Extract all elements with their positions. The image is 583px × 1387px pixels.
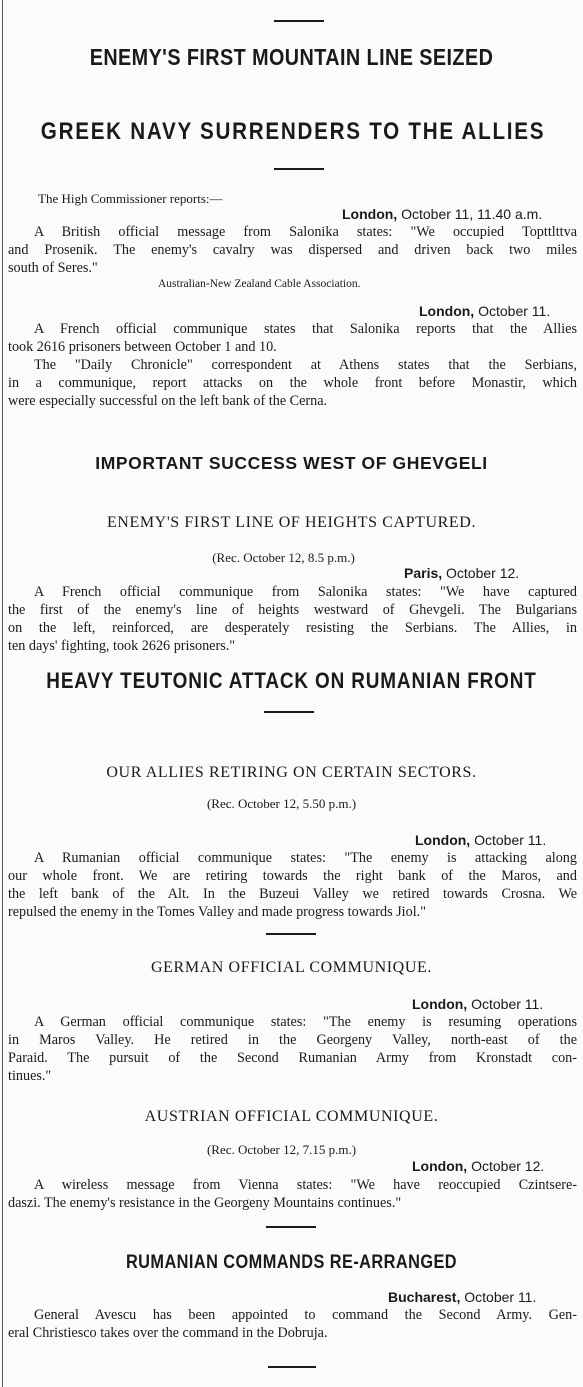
text-line: the left bank of the Alt. In the Buzeui Valley we retired towards Crosna. We	[8, 886, 577, 902]
dateline	[388, 1289, 536, 1305]
dateline	[342, 206, 542, 222]
divider-rule	[274, 168, 324, 170]
text-line: took 2616 prisoners between October 1 and 10.	[8, 339, 277, 355]
received-note: (Rec. October 12, 7.15 p.m.)	[206, 1142, 357, 1157]
dateline-date: October 11.	[471, 996, 544, 1012]
text-line: ten days' fighting, took 2626 prisoners."	[8, 638, 236, 654]
column-border	[2, 0, 3, 1387]
dateline-place: Paris,	[404, 565, 443, 581]
divider-rule	[266, 933, 316, 935]
cable-credit: Australian-New Zealand Cable Association.	[158, 278, 361, 290]
text-line: A Rumanian official communique states: "The enemy is attacking along	[34, 850, 577, 866]
dateline-place: London,	[412, 1158, 468, 1174]
dateline	[419, 303, 550, 319]
divider-rule	[274, 20, 324, 22]
text-line: in a communique, report attacks on the whole front before Monastir, which	[8, 375, 577, 391]
subhead-german-communique: GERMAN OFFICIAL COMMUNIQUE.	[151, 959, 432, 976]
dateline-date: October 11.	[474, 832, 547, 848]
divider-rule	[266, 1226, 316, 1228]
headline-ghevgeli: IMPORTANT SUCCESS WEST OF GHEVGELI	[95, 453, 488, 473]
text-line: A wireless message from Vienna states: "We have reoccupied Czintsere-	[34, 1177, 577, 1193]
text-line: our whole front. We are retiring towards the right bank of the Maros, and	[8, 868, 577, 884]
subhead-heights: ENEMY'S FIRST LINE OF HEIGHTS CAPTURED.	[106, 514, 477, 531]
text-line: A British official message from Salonika states: "We occupied Topttlttva	[34, 224, 577, 240]
dateline-place: Bucharest,	[388, 1289, 461, 1305]
text-line: A French official communique states that Salonika reports that the Allies	[34, 321, 577, 337]
received-note: (Rec. October 12, 5.50 p.m.)	[206, 796, 357, 811]
subhead-allies-retiring: OUR ALLIES RETIRING ON CERTAIN SECTORS.	[106, 764, 477, 781]
paragraph-rumanian-commands	[8, 1306, 577, 1342]
text-line: in Maros Valley. He retired in the Georgeny Valley, north-east of the	[8, 1032, 577, 1048]
paragraph-french-communique	[8, 320, 577, 410]
dateline-date: October 11, 11.40 a.m.	[401, 206, 543, 222]
text-line: repulsed the enemy in the Tomes Valley and made progress towards Jiol."	[8, 904, 426, 920]
dateline-date: October 11.	[478, 303, 551, 319]
text-line: on the left, reinforced, are desperately resisting the Serbians. The Allies, in	[8, 620, 577, 636]
dateline	[404, 565, 519, 581]
dateline-date: October 12.	[446, 565, 520, 581]
subhead-austrian-communique: AUSTRIAN OFFICIAL COMMUNIQUE.	[144, 1108, 439, 1125]
dateline-date: October 11.	[464, 1289, 537, 1305]
text-line: daszi. The enemy's resistance in the Georgeny Mountains continues."	[8, 1195, 402, 1211]
text-line: A French official communique from Salonika states: "We have captured	[34, 584, 577, 600]
paragraph-french-salonika	[8, 583, 577, 655]
dateline-place: London,	[342, 206, 398, 222]
paragraph-british-message	[8, 223, 577, 277]
text-line: A German official communique states: "The enemy is resuming operations	[34, 1014, 577, 1030]
dateline	[412, 996, 543, 1012]
paragraph-rumanian-communique	[8, 849, 577, 921]
divider-rule	[264, 711, 314, 713]
dateline-place: London,	[412, 996, 468, 1012]
intro-line: The High Commissioner reports:—	[38, 191, 223, 206]
dateline	[415, 832, 546, 848]
text-line: were especially successful on the left bank of the Cerna.	[8, 393, 328, 409]
text-line: Paraid. The pursuit of the Second Rumanian Army from Kronstadt con-	[8, 1050, 577, 1066]
headline-mountain-line: ENEMY'S FIRST MOUNTAIN LINE SEIZED	[89, 44, 494, 70]
paragraph-german-communique	[8, 1013, 577, 1085]
text-line: The "Daily Chronicle" correspondent at Athens states that the Serbians,	[34, 357, 577, 373]
headline-greek-navy: GREEK NAVY SURRENDERS TO THE ALLIES	[40, 118, 546, 145]
dateline-place: London,	[419, 303, 475, 319]
paragraph-austrian-message	[8, 1176, 577, 1212]
text-line: tinues."	[8, 1068, 52, 1084]
text-line: eral Christiesco takes over the command in the Dobruja.	[8, 1325, 328, 1341]
text-line: south of Seres."	[8, 260, 98, 276]
text-line: and Prosenik. The enemy's cavalry was dispersed and driven back two miles	[8, 242, 577, 258]
received-note: (Rec. October 12, 8.5 p.m.)	[212, 550, 355, 565]
divider-rule	[268, 1366, 316, 1368]
dateline-place: London,	[415, 832, 471, 848]
text-line: General Avescu has been appointed to command the Second Army. Gen-	[34, 1307, 577, 1323]
dateline-date: October 12.	[471, 1158, 545, 1174]
text-line: the first of the enemy's line of heights westward of Ghevgeli. The Bulgarians	[8, 602, 577, 618]
headline-rumanian-commands: RUMANIAN COMMANDS RE-ARRANGED	[125, 1252, 458, 1273]
headline-rumanian-front: HEAVY TEUTONIC ATTACK ON RUMANIAN FRONT	[46, 668, 537, 693]
dateline	[412, 1158, 544, 1174]
